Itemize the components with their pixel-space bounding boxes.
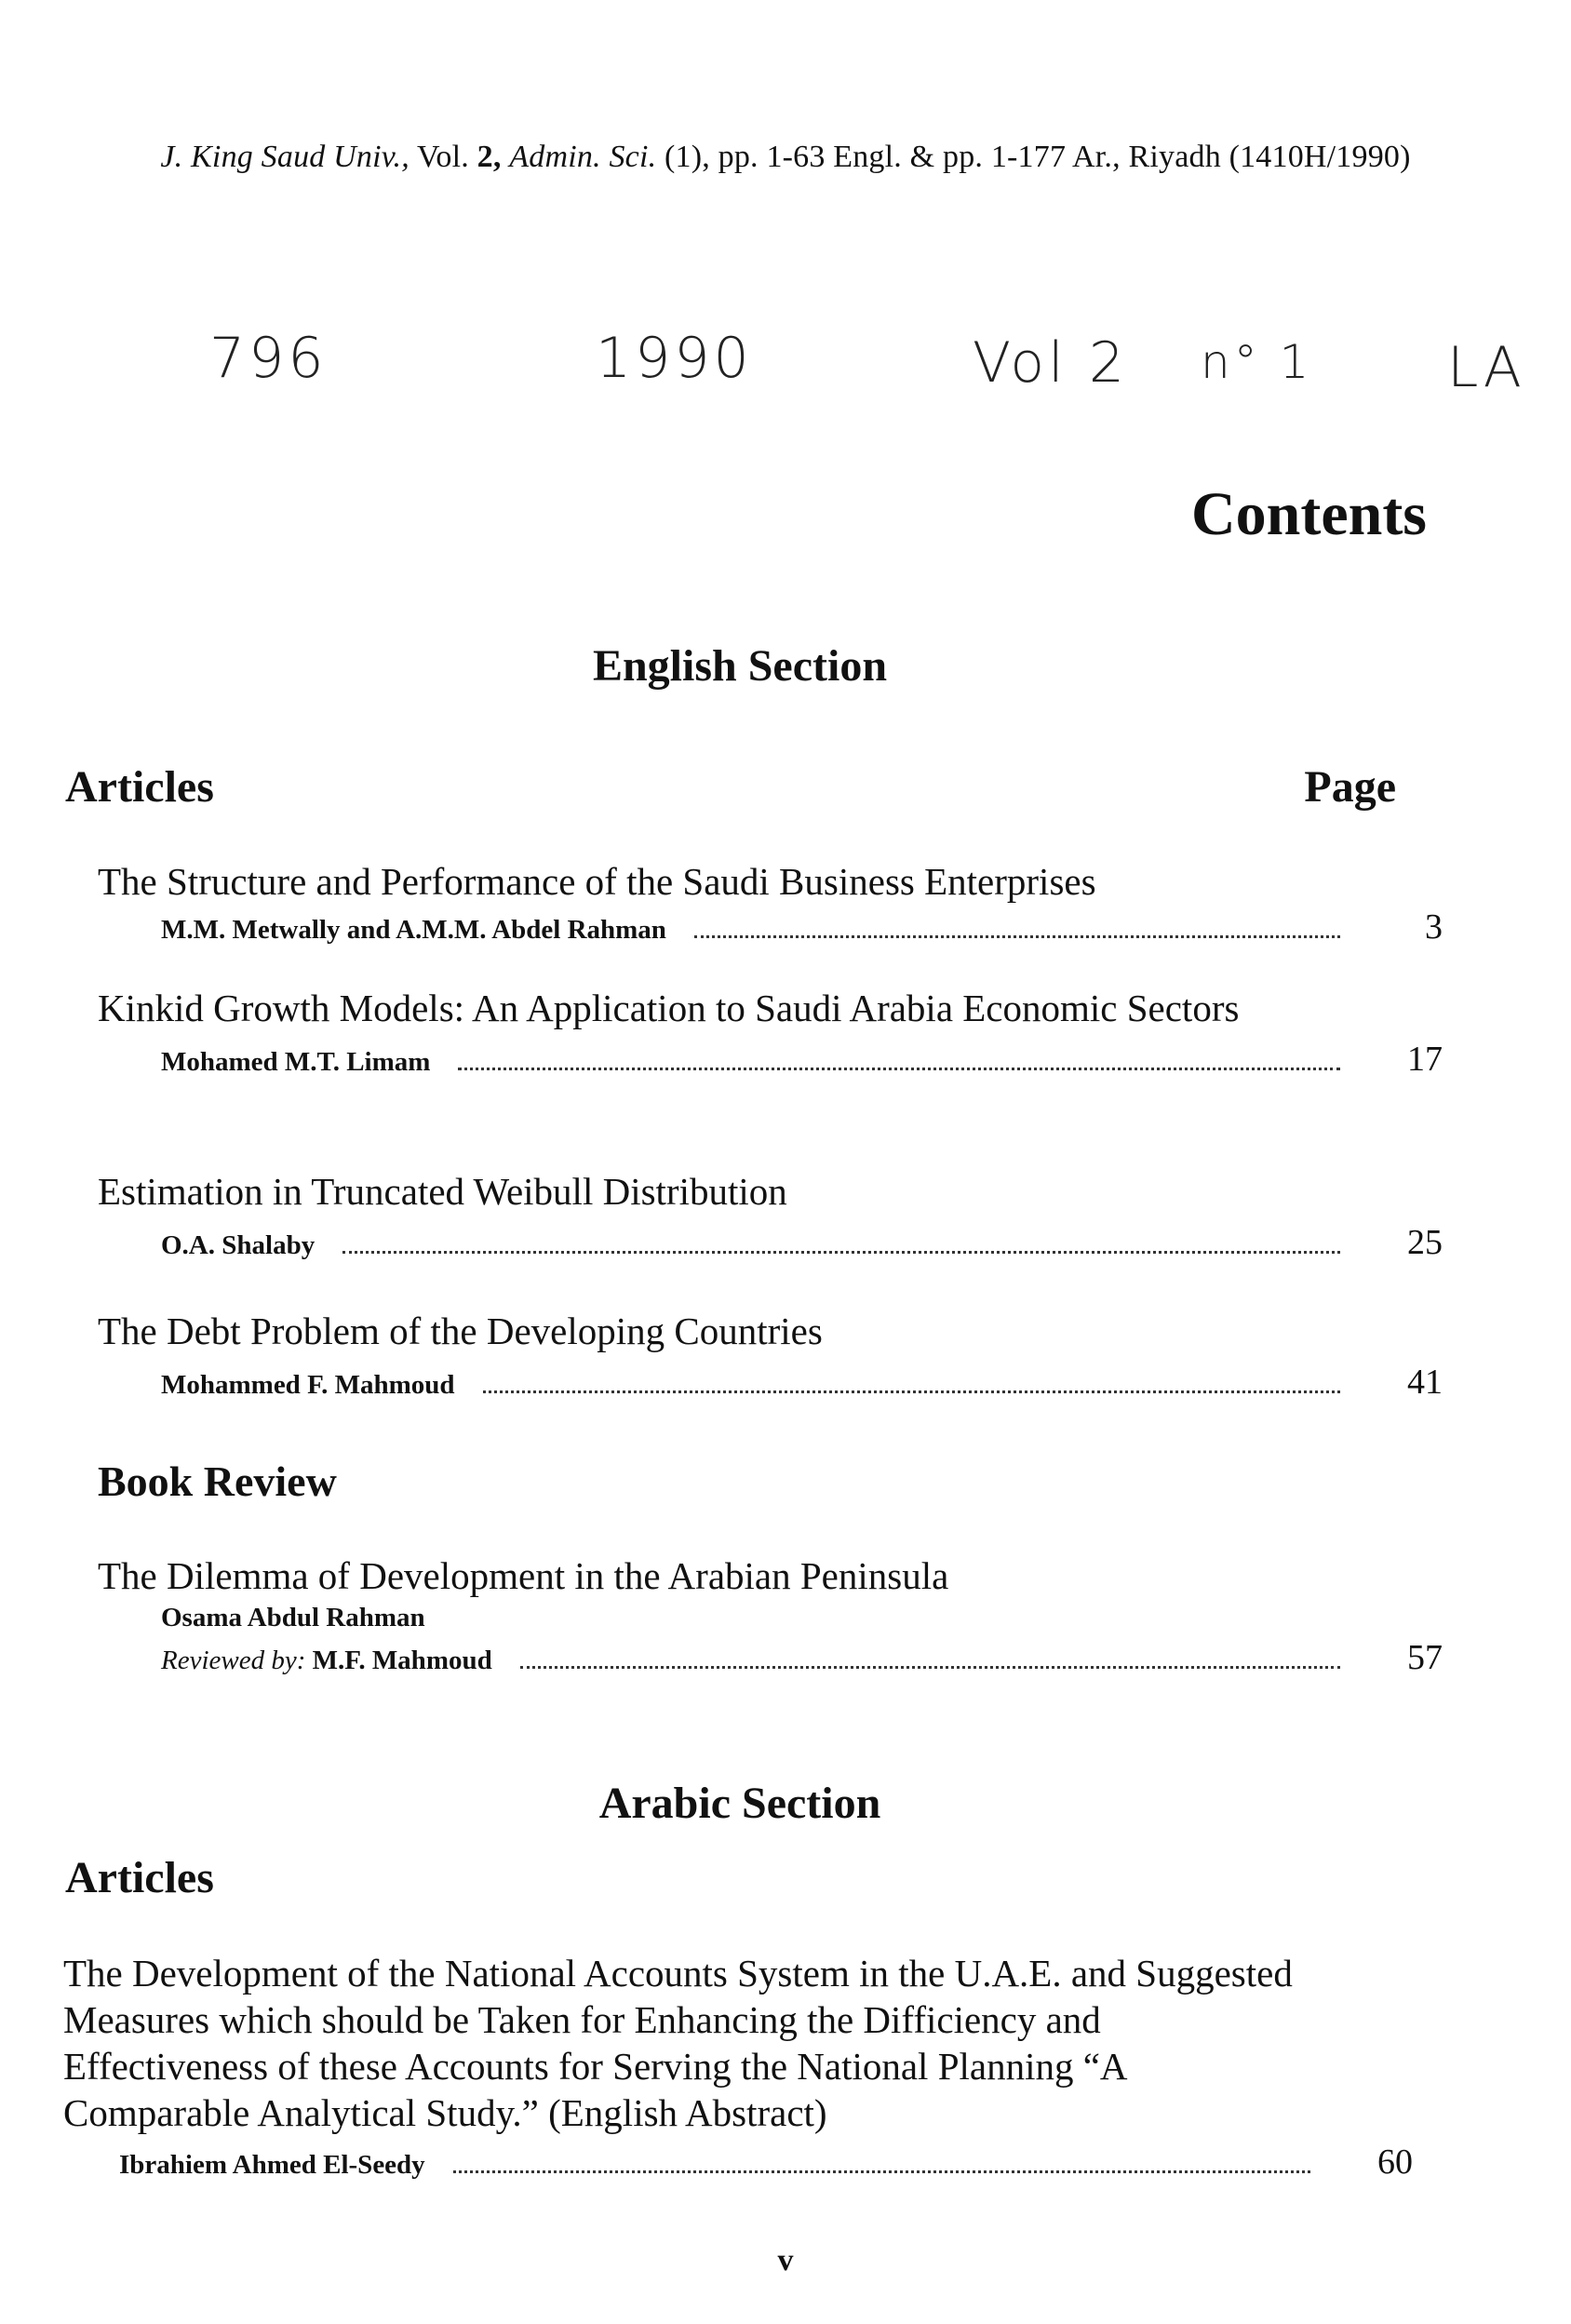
vol-number: 2,	[477, 140, 502, 174]
dot-leader	[694, 935, 1340, 938]
contents-title: Contents	[1190, 480, 1427, 548]
arabic-articles-heading: Articles	[65, 1853, 214, 1902]
page-number: 60	[1377, 2143, 1413, 2182]
handwritten-note-b: 1990	[596, 326, 753, 391]
journal-name: J. King Saud Univ.,	[160, 140, 410, 174]
toc-entry[interactable]	[98, 985, 1443, 1080]
arabic-section-title: Arabic Section	[598, 1779, 881, 1828]
page-number: 25	[1407, 1223, 1443, 1262]
book-title: The Dilemma of Development in the Arabian Peninsula	[98, 1554, 949, 1597]
book-review-heading: Book Review	[98, 1458, 337, 1505]
toc-entry[interactable]	[98, 1308, 1443, 1403]
article-title: The Development of the National Accounts System in the U.A.E. and Suggested Measures which should be Taken for Enhancing the Difficiency and Effectiveness of these Accounts for Serving the National Planning “A Comparable Analytical Study.” (English Abstract)	[63, 1952, 1293, 2134]
handwritten-note-d: n° 1	[1201, 335, 1313, 389]
article-title: The Debt Problem of the Developing Countries	[98, 1310, 823, 1352]
page-number: 17	[1407, 1040, 1443, 1079]
toc-entry[interactable]	[98, 1168, 1443, 1263]
book-author: Osama Abdul Rahman	[161, 1603, 425, 1632]
reviewer-name: M.F. Mahmoud	[312, 1646, 492, 1675]
article-author: Mohamed M.T. Limam	[161, 1047, 431, 1077]
handwritten-note-a: 796	[209, 326, 328, 391]
article-author: M.M. Metwally and A.M.M. Abdel Rahman	[161, 915, 666, 945]
footer-page-number: v	[777, 2243, 794, 2277]
citation-rest: (1), pp. 1-63 Engl. & pp. 1-177 Ar., Riyadh (1410H/1990)	[665, 140, 1411, 174]
series-name: Admin. Sci.	[509, 140, 657, 174]
dot-leader	[520, 1666, 1340, 1669]
article-title: The Structure and Performance of the Saudi Business Enterprises	[98, 860, 1096, 903]
toc-entry[interactable]	[98, 858, 1443, 947]
page-number: 41	[1407, 1363, 1443, 1402]
dot-leader	[458, 1068, 1340, 1070]
page-number: 57	[1407, 1638, 1443, 1677]
english-section-title: English Section	[592, 641, 888, 691]
article-author: O.A. Shalaby	[161, 1230, 316, 1260]
dot-leader	[453, 2170, 1310, 2173]
article-title: Estimation in Truncated Weibull Distribution	[98, 1170, 787, 1213]
toc-entry[interactable]	[63, 1950, 1413, 2183]
toc-entry[interactable]	[98, 1552, 1443, 1678]
dot-leader	[342, 1251, 1340, 1254]
handwritten-note-c: Vol 2	[973, 330, 1129, 396]
dot-leader	[483, 1390, 1340, 1393]
articles-heading: Articles	[65, 762, 214, 812]
article-title: Kinkid Growth Models: An Application to Saudi Arabia Economic Sectors	[98, 987, 1240, 1029]
vol-label: Vol.	[417, 140, 469, 174]
article-author: Mohammed F. Mahmoud	[161, 1370, 455, 1400]
article-author: Ibrahiem Ahmed El-Seedy	[119, 2150, 425, 2180]
journal-citation	[0, 140, 1571, 175]
page-heading: Page	[1304, 762, 1396, 812]
page-number: 3	[1425, 907, 1443, 947]
handwritten-note-e: LA	[1447, 335, 1525, 400]
reviewed-by-label: Reviewed by:	[161, 1646, 306, 1675]
